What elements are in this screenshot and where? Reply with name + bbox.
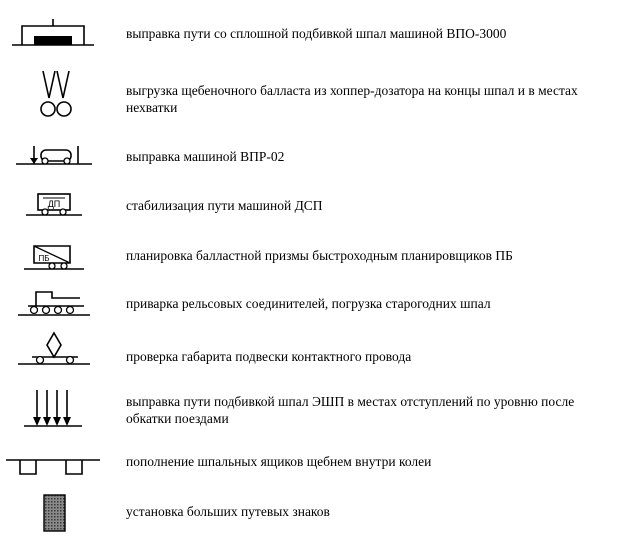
esp-tamping-arrows-icon [0,384,110,434]
pb-planner-icon [0,238,110,276]
hopper-dispenser-icon [0,66,110,126]
dsp-symbol-label: ДП [47,199,61,209]
pb-symbol-label: ПБ [38,254,50,263]
welding-car-icon [0,286,110,322]
legend-text: выправка машиной ВПР-02 [126,149,285,164]
legend-text: приварка рельсовых соединителей, погрузка старогодних шпал [126,296,491,311]
dsp-stabilizer-icon [0,188,110,224]
legend-text: установка больших путевых знаков [126,504,330,519]
legend-text: выправка пути со сплошной подбивкой шпал машиной ВПО-3000 [126,26,507,41]
track-sign-icon [0,492,110,538]
legend-text: пополнение шпальных ящиков щебнем внутри колеи [126,454,432,469]
legend-text: стабилизация пути машиной ДСП [126,198,323,213]
legend-text: выправка пути подбивкой шпал ЭШП в местах отступлений по уровню после обкатки поездами [126,394,575,426]
sleeper-boxes-icon [0,450,110,482]
legend-text: планировка балластной призмы быстроходным планировщиков ПБ [126,248,513,263]
gauge-check-icon [0,330,110,372]
legend-text: проверка габарита подвески контактного провода [126,349,412,364]
vpr-machine-icon [0,138,110,172]
legend-text: выгрузка щебеночного балласта из хоппер-дозатора на концы шпал и в местах нехватки [126,83,578,115]
tamping-machine-vpo-icon [0,14,110,54]
